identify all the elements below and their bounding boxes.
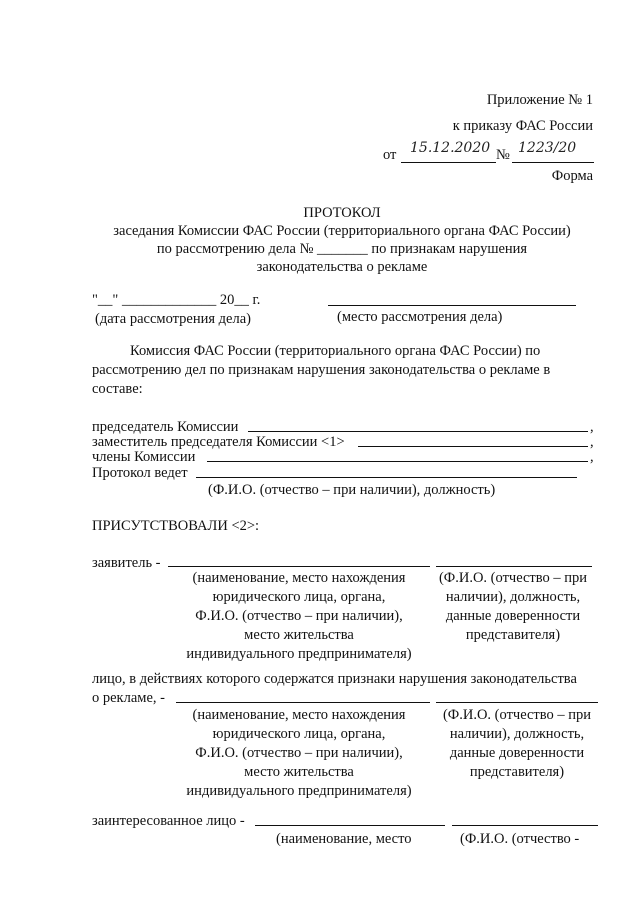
interested-rep-line — [452, 825, 598, 826]
date-underline — [401, 162, 496, 163]
title-line-1: заседания Комиссии ФАС России (территориального органа ФАС России) — [113, 223, 571, 239]
interested-left-caption: (наименование, место — [276, 831, 412, 847]
date-caption: (дата рассмотрения дела) — [95, 311, 251, 327]
present-heading: ПРИСУТСТВОВАЛИ <2>: — [92, 518, 260, 534]
chair-line — [248, 431, 588, 432]
order-number: 1223/20 — [518, 140, 577, 156]
interested-name-line — [255, 825, 445, 826]
number-underline — [512, 162, 594, 163]
appendix-label: Приложение № 1 — [486, 92, 593, 108]
deputy-label: заместитель председателя Комиссии <1> — [92, 434, 345, 450]
hearing-date-field: "__" _____________ 20__ г. — [92, 292, 261, 308]
members-line — [207, 461, 588, 462]
intro-line-2: рассмотрению дел по признакам нарушения законодательства о рекламе в — [92, 362, 551, 378]
commission-caption: (Ф.И.О. (отчество – при наличии), должность) — [208, 482, 496, 498]
interested-right-caption: (Ф.И.О. (отчество - — [460, 831, 580, 847]
violator-line-2: о рекламе, - — [92, 690, 165, 706]
chair-comma: , — [590, 419, 594, 435]
violator-right-caption: (Ф.И.О. (отчество – при наличии), должность, данные доверенности представителя) — [442, 707, 592, 780]
date-prefix: от — [383, 147, 397, 163]
deputy-comma: , — [590, 434, 594, 450]
number-sign: № — [496, 147, 510, 163]
secretary-line — [196, 477, 577, 478]
deputy-line — [358, 446, 588, 447]
secretary-label: Протокол ведет — [92, 465, 188, 481]
order-reference: к приказу ФАС России — [452, 118, 593, 134]
interested-label: заинтересованное лицо - — [92, 813, 245, 829]
applicant-rep-line — [436, 566, 592, 567]
place-caption: (место рассмотрения дела) — [337, 309, 503, 325]
applicant-name-line — [168, 566, 430, 567]
members-comma: , — [590, 449, 594, 465]
place-underline — [328, 305, 576, 306]
intro-line-3: составе: — [92, 381, 143, 397]
violator-line-1: лицо, в действиях которого содержатся признаки нарушения законодательства — [92, 671, 577, 687]
chair-label: председатель Комиссии — [92, 419, 239, 435]
violator-name-line — [176, 702, 430, 703]
form-label: Форма — [551, 168, 593, 184]
intro-line-1: Комиссия ФАС России (территориального органа ФАС России) по — [130, 343, 541, 359]
title-line-2: по рассмотрению дела № _______ по признакам нарушения — [156, 241, 528, 257]
applicant-left-caption: (наименование, место нахождения юридического лица, органа, Ф.И.О. (отчество – при наличии), место жительства индивидуального предпринимателя) — [186, 570, 412, 662]
violator-rep-line — [436, 702, 598, 703]
title-line-3: законодательства о рекламе — [256, 259, 428, 275]
protocol-title: ПРОТОКОЛ — [303, 205, 381, 221]
violator-left-caption: (наименование, место нахождения юридического лица, органа, Ф.И.О. (отчество – при наличии), место жительства индивидуального предпринимателя) — [186, 707, 412, 799]
order-date: 15.12.2020 — [410, 140, 491, 156]
applicant-right-caption: (Ф.И.О. (отчество – при наличии), должность, данные доверенности представителя) — [438, 570, 588, 643]
members-label: члены Комиссии — [92, 449, 196, 465]
applicant-label: заявитель - — [92, 555, 161, 571]
